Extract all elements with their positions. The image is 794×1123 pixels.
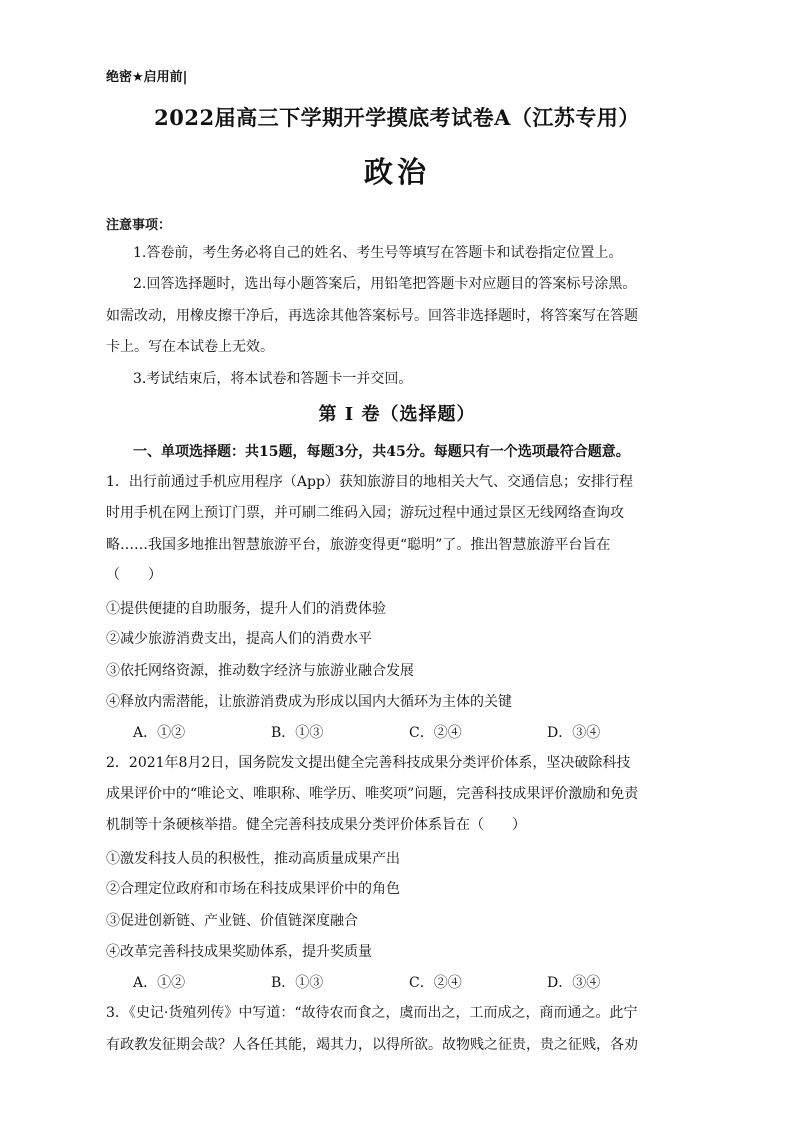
question-1-answer-d: D．③④	[547, 725, 601, 741]
notice-heading: 注意事项：	[106, 218, 172, 233]
question-2-item: ①激发科技人员的积极性，推动高质量成果产出	[106, 851, 400, 867]
question-2-answer-c: C．②④	[409, 975, 462, 991]
question-3-stem: 3．《史记·货殖列传》中写道：“故待农而食之，虞而出之，工而成之，商而通之。此宁	[106, 1005, 638, 1021]
question-2-stem: 机制等十条硬核举措。健全完善科技成果分类评价体系旨在（ ）	[106, 817, 526, 833]
question-1-answer-b: B．①③	[271, 725, 324, 741]
question-2-item: ④改革完善科技成果奖励体系，提升奖质量	[106, 944, 372, 960]
confidential-mark: 绝密★启用前|	[106, 70, 188, 85]
question-2-answer-b: B．①③	[271, 975, 324, 991]
notice-line: 2.回答选择题时，选出每小题答案后，用铅笔把答题卡对应题目的答案标号涂黑。	[133, 276, 637, 292]
question-2-stem: 成果评价中的“唯论文、唯职称、唯学历、唯奖项”问题，完善科技成果评价激励和免责	[106, 786, 639, 802]
question-3-stem: 有政教发征期会哉？人各任其能，竭其力，以得所欲。故物贱之征贵，贵之征贱，各劝	[106, 1037, 638, 1053]
part-title: 第 I 卷（选择题）	[318, 404, 476, 425]
question-1-item: ④释放内需潜能，让旅游消费成为形成以国内大循环为主体的关键	[106, 694, 512, 710]
question-1-answer-a: A．①②	[133, 725, 186, 741]
notice-line: 如需改动，用橡皮擦干净后，再选涂其他答案标号。回答非选择题时，将答案写在答题	[106, 308, 638, 324]
question-1-item: ③依托网络资源，推动数字经济与旅游业融合发展	[106, 663, 414, 679]
notice-line: 卡上。写在本试卷上无效。	[106, 339, 274, 355]
exam-title: 2022届高三下学期开学摸底考试卷A（江苏专用）	[154, 105, 640, 130]
subject-title: 政治	[363, 155, 430, 189]
question-1-answer-c: C．②④	[409, 725, 462, 741]
question-1-stem: 略……我国多地推出智慧旅游平台，旅游变得更“聪明”了。推出智慧旅游平台旨在	[106, 537, 611, 553]
question-1-item: ①提供便捷的自助服务，提升人们的消费体验	[106, 601, 386, 617]
question-1-stem: 时用手机在网上预订门票，并可刷二维码入园；游玩过程中通过景区无线网络查询攻	[106, 505, 624, 521]
question-2-answer-a: A．①②	[133, 975, 186, 991]
question-2-answer-d: D．③④	[547, 975, 601, 991]
question-2-stem: 2．2021年8月2日，国务院发文提出健全完善科技成果分类评价体系，坚决破除科技	[106, 755, 631, 771]
notice-line: 3.考试结束后，将本试卷和答题卡一并交回。	[133, 371, 413, 387]
question-1-stem: （ ）	[106, 567, 162, 583]
question-1-item: ②减少旅游消费支出，提高人们的消费水平	[106, 631, 372, 647]
question-2-item: ②合理定位政府和市场在科技成果评价中的角色	[106, 881, 400, 897]
question-2-item: ③促进创新链、产业链、价值链深度融合	[106, 913, 358, 929]
question-1-stem: 1．出行前通过手机应用程序（App）获知旅游目的地相关大气、交通信息；安排行程	[106, 474, 633, 490]
notice-line: 1.答卷前，考生务必将自己的姓名、考生号等填写在答题卡和试卷指定位置上。	[133, 245, 623, 261]
section-title: 一、单项选择题：共15题，每题3分，共45分。每题只有一个选项最符合题意。	[133, 444, 630, 460]
